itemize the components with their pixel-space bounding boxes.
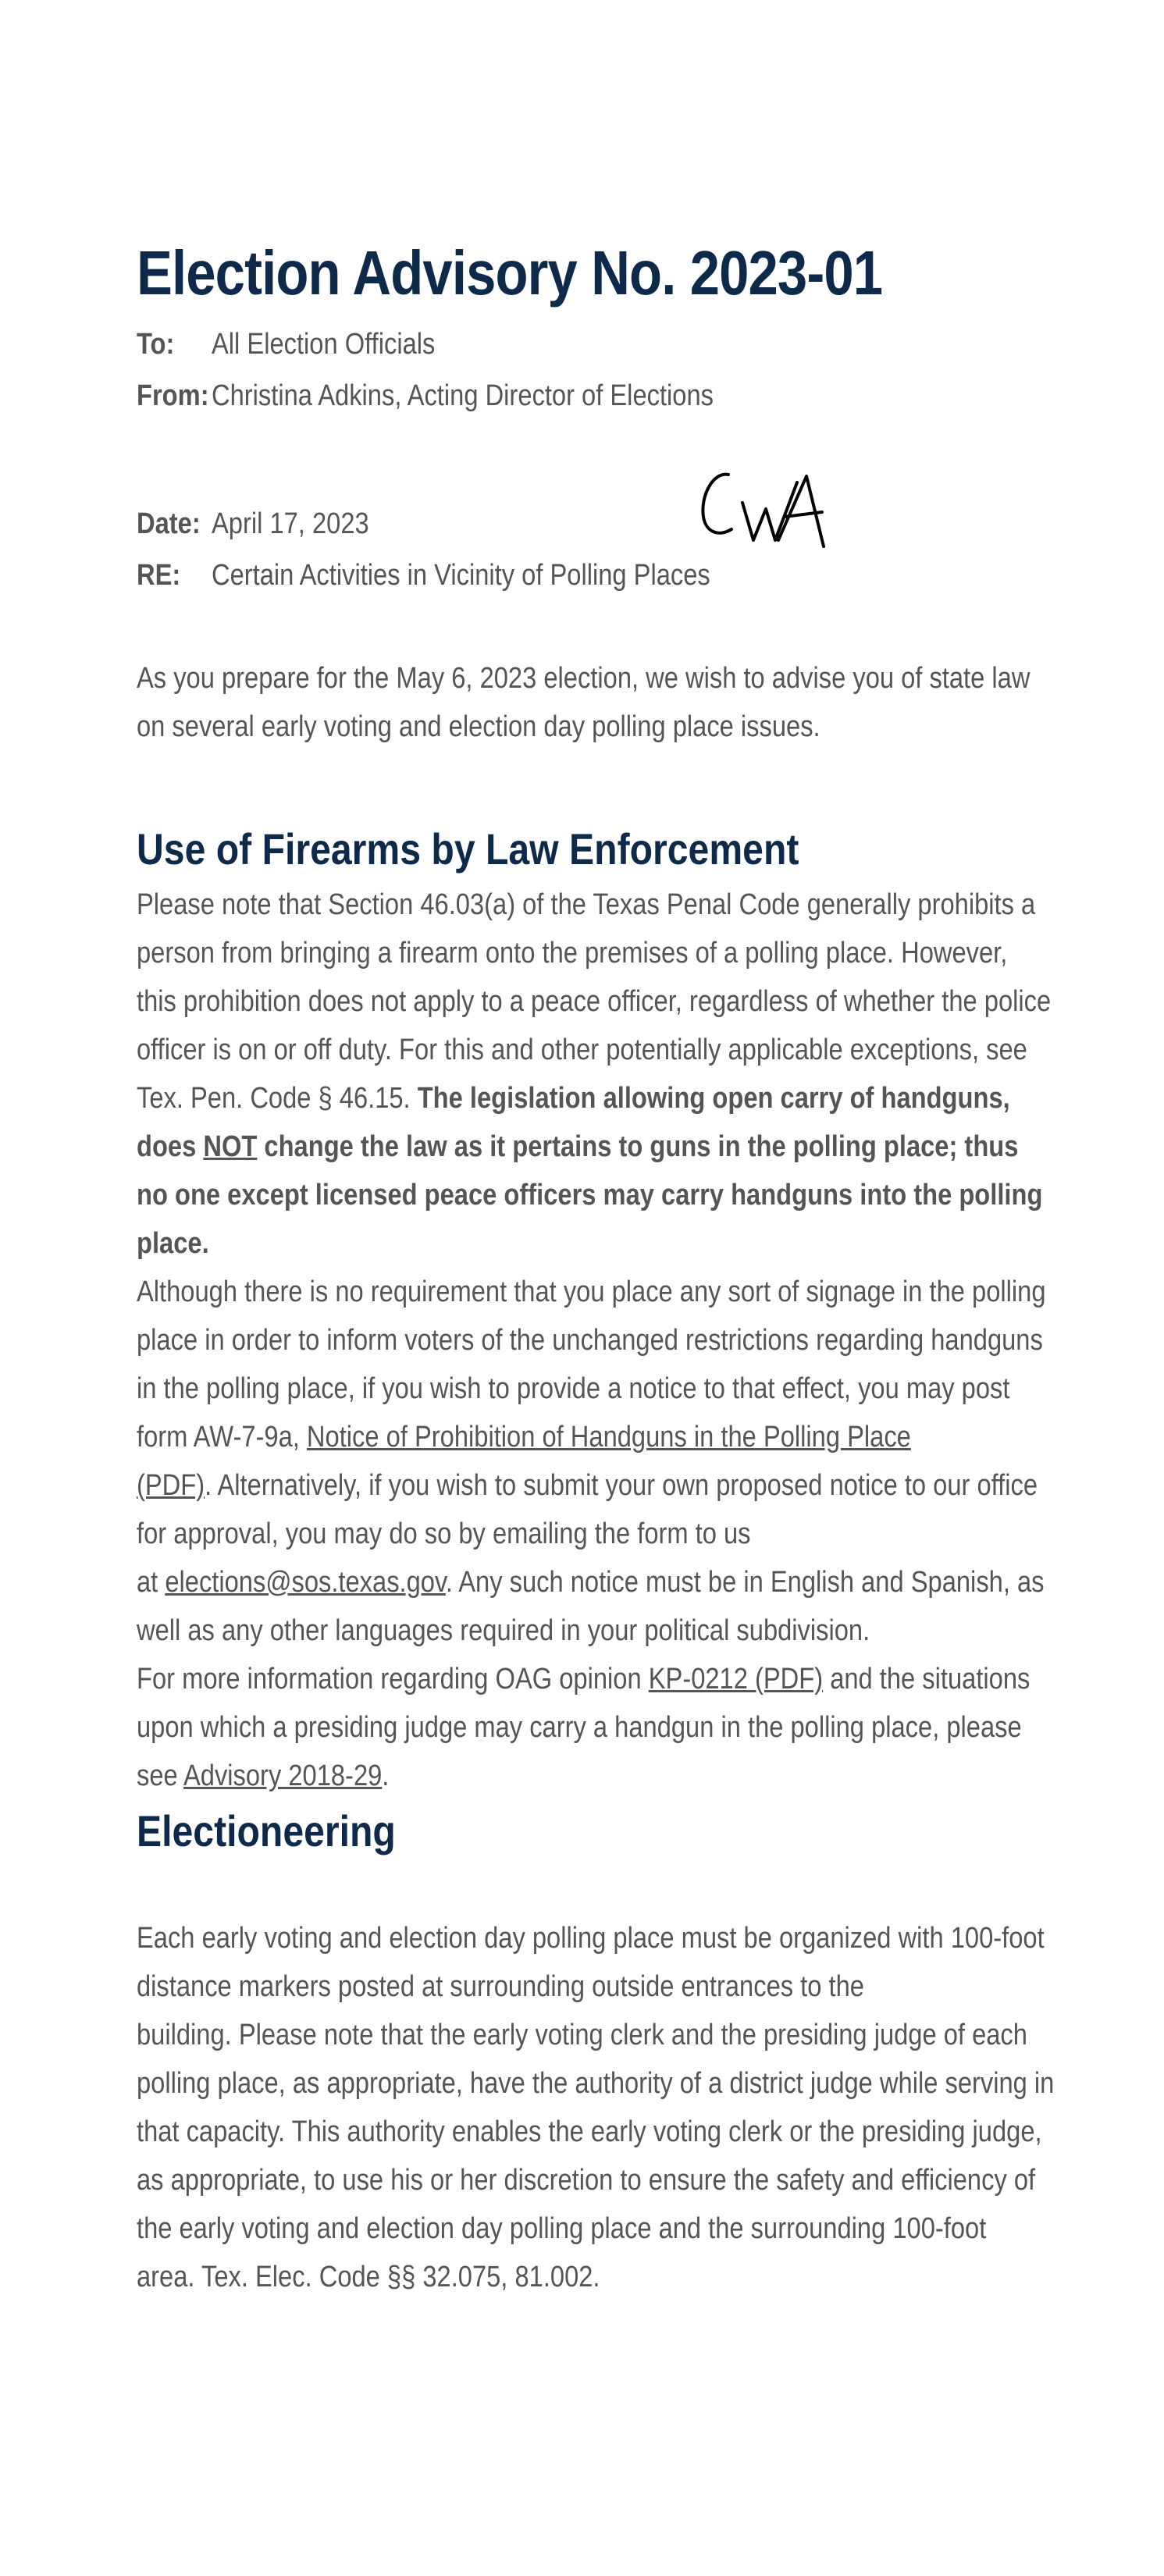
- from-label: From:: [137, 379, 209, 412]
- electioneering-heading: Electioneering: [137, 1806, 396, 1856]
- date-row: [137, 498, 1034, 550]
- firearms-paragraph-3: For more information regarding OAG opinion KP-0212 (PDF) and the situations upon which a presiding judge may carry a handgun in the polling place, please see Advisory 2018-29.: [137, 1663, 1031, 1792]
- from-value: Christina Adkins, Acting Director of Elections: [212, 379, 714, 412]
- handwritten-signature: [697, 465, 838, 551]
- elections-email-link[interactable]: elections@sos.texas.gov: [165, 1566, 446, 1599]
- document-title: Election Advisory No. 2023-01: [137, 238, 883, 308]
- re-value: Certain Activities in Vicinity of Polling Places: [212, 559, 710, 592]
- memo-header: [137, 318, 1034, 601]
- notice-of-prohibition-pdf-link[interactable]: (PDF): [137, 1469, 205, 1502]
- intro-paragraph: As you prepare for the May 6, 2023 election, we wish to advise you of state law on several early voting and election day polling place issues.: [137, 662, 1031, 743]
- firearms-paragraph-2: Although there is no requirement that you place any sort of signage in the polling place in order to inform voters of the unchanged restrictions regarding handguns in the polling place, if you wish to provide a notice to that effect, you may post form AW-7-9a, Notice of Prohibition of Handguns in the Polling Place (PDF). Alternatively, if you wish to submit your own proposed notice to our office for approval, you may do so by emailing the form to us at elections@sos.texas.gov. Any such notice must be in English and Spanish, as well as any other languages required in your political subdivision.: [137, 1276, 1046, 1647]
- firearms-heading: Use of Firearms by Law Enforcement: [137, 824, 799, 873]
- advisory-2018-29-link[interactable]: Advisory 2018-29: [183, 1759, 383, 1792]
- to-row: [137, 318, 1034, 370]
- from-row: [137, 370, 1034, 422]
- re-row: [137, 550, 1034, 601]
- date-value: April 17, 2023: [212, 507, 369, 540]
- notice-of-prohibition-link[interactable]: Notice of Prohibition of Handguns in the Polling Place: [306, 1421, 911, 1453]
- to-label: To:: [137, 328, 175, 361]
- firearms-paragraph-1: Please note that Section 46.03(a) of the Texas Penal Code generally prohibits a person from bringing a firearm onto the premises of a polling place. However, this prohibition does not apply to a peace officer, regardless of whether the police officer is on or off duty. For this and other potentially applicable exceptions, see Tex. Pen. Code § 46.15. The legislation allowing open carry of handguns, does NOT change the law as it pertains to guns in the polling place; thus no one except licensed peace officers may carry handguns into the polling place.: [137, 888, 1052, 1260]
- electioneering-paragraph: Each early voting and election day polling place must be organized with 100-foot distance markers posted at surrounding outside entrances to the building. Please note that the early voting clerk and the presiding judge of each polling place, as appropriate, have the authority of a district judge while serving in that capacity. This authority enables the early voting clerk or the presiding judge, as appropriate, to use his or her discretion to ensure the safety and efficiency of the early voting and election day polling place and the surrounding 100-foot area. Tex. Elec. Code §§ 32.075, 81.002.: [137, 1922, 1055, 2293]
- re-label: RE:: [137, 559, 181, 592]
- to-value: All Election Officials: [212, 328, 436, 361]
- kp-0212-link[interactable]: KP-0212 (PDF): [648, 1663, 824, 1695]
- advisory-document: [137, 234, 1055, 2301]
- date-label: Date:: [137, 507, 201, 540]
- not-emphasis: NOT: [203, 1130, 258, 1163]
